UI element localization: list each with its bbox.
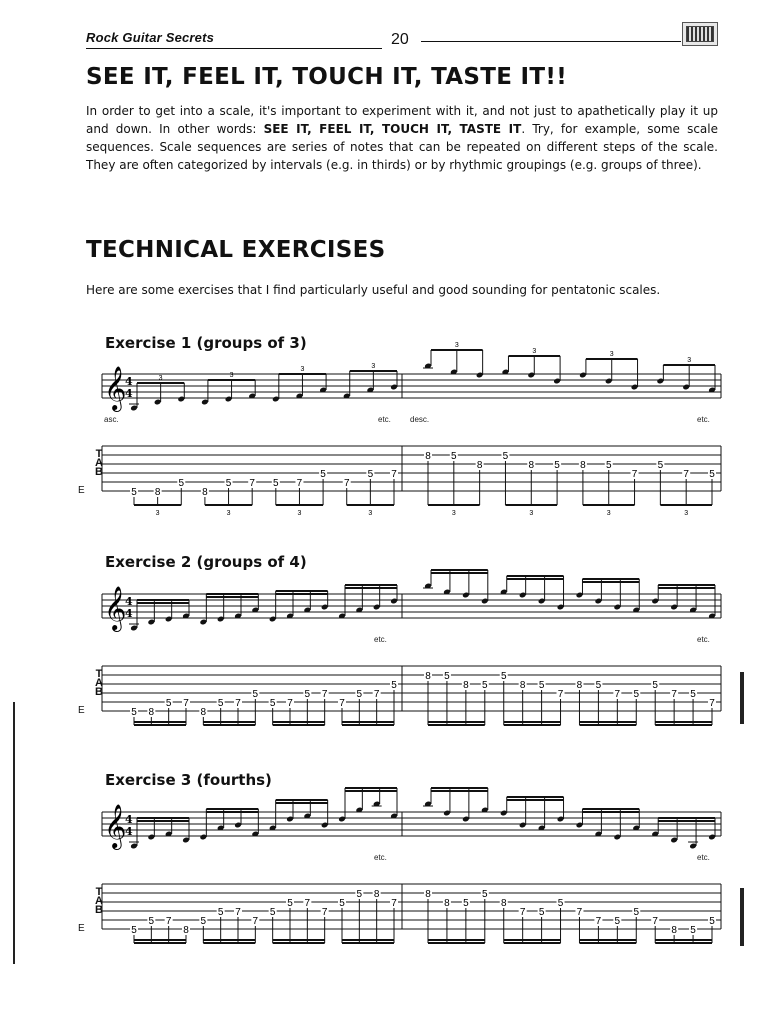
fret-number: 7 — [343, 478, 350, 489]
fret-number: 5 — [217, 907, 224, 918]
treble-clef-icon: 𝄞 — [104, 586, 127, 630]
fret-number: 5 — [148, 916, 155, 927]
fret-number: 5 — [367, 469, 374, 480]
low-e-string-label: E — [78, 485, 85, 496]
fret-number: 5 — [657, 460, 664, 471]
tab-triplet-label: 3 — [297, 510, 302, 517]
treble-clef-icon: 𝄞 — [104, 804, 127, 848]
time-signature-top: 4 — [125, 595, 133, 608]
descending-label: desc. — [410, 415, 430, 424]
fret-number: 5 — [252, 689, 259, 700]
fret-number: 5 — [225, 478, 232, 489]
fret-number: 5 — [217, 698, 224, 709]
tab-clef — [94, 450, 104, 477]
fret-number: 5 — [287, 898, 293, 909]
treble-clef-icon: 𝄞 — [104, 366, 127, 410]
fret-number: 8 — [528, 460, 535, 471]
fret-number: 5 — [633, 689, 640, 700]
etc-label: etc. — [697, 853, 710, 862]
fret-number: 7 — [519, 907, 526, 918]
fret-number: 8 — [425, 889, 431, 900]
fret-number: 5 — [557, 898, 564, 909]
section-heading-technical-exercises: TECHNICAL EXERCISES — [86, 237, 386, 263]
staff-triplet-label: 3 — [300, 366, 305, 373]
time-signature-top: 4 — [125, 375, 133, 388]
notation-svg — [76, 796, 726, 966]
page-header — [86, 30, 716, 52]
fret-number: 5 — [614, 916, 621, 927]
fret-number: 5 — [304, 689, 311, 700]
fret-number: 5 — [131, 707, 137, 718]
low-e-string-label: E — [78, 923, 85, 934]
staff-triplet-label: 3 — [687, 357, 692, 364]
fret-number: 7 — [652, 916, 658, 927]
low-e-string-label: E — [78, 705, 85, 716]
publisher-logo-mark — [686, 26, 714, 42]
fret-number: 5 — [633, 907, 640, 918]
tab-triplet-label: 3 — [529, 510, 534, 517]
tab-letter-b: B — [95, 904, 103, 916]
fret-number: 5 — [178, 478, 185, 489]
fret-number: 7 — [671, 689, 677, 700]
fret-number: 8 — [500, 898, 507, 909]
time-signature-bottom: 4 — [125, 387, 133, 400]
margin-mark — [740, 888, 744, 946]
fret-number: 5 — [709, 469, 715, 480]
staff-triplet-label: 3 — [532, 348, 537, 355]
publisher-logo — [682, 22, 718, 46]
fret-number: 5 — [339, 898, 345, 909]
fret-number: 5 — [709, 916, 715, 927]
fret-number: 5 — [269, 698, 276, 709]
fret-number: 5 — [690, 689, 696, 700]
fret-number: 5 — [356, 689, 363, 700]
fret-number: 7 — [595, 916, 602, 927]
book-title: Rock Guitar Secrets — [86, 30, 215, 45]
fret-number: 8 — [154, 487, 161, 498]
tab-triplet-label: 3 — [451, 510, 456, 517]
fret-number: 5 — [463, 898, 469, 909]
etc-label: etc. — [378, 415, 391, 424]
staff-triplet-label: 3 — [371, 363, 376, 370]
fret-number: 8 — [580, 460, 586, 471]
fret-number: 8 — [202, 487, 208, 498]
fret-number: 5 — [690, 925, 696, 936]
margin-mark — [740, 672, 744, 724]
fret-number: 5 — [131, 487, 137, 498]
fret-number: 7 — [249, 478, 255, 489]
fret-number: 5 — [605, 460, 612, 471]
exercise-2-title: Exercise 2 (groups of 4) — [105, 553, 307, 571]
fret-number: 7 — [709, 698, 715, 709]
section-heading-see-it: SEE IT, FEEL IT, TOUCH IT, TASTE IT!! — [86, 64, 567, 90]
fret-number: 5 — [356, 889, 363, 900]
ascending-label: asc. — [104, 415, 119, 424]
fret-number: 7 — [165, 916, 172, 927]
fret-number: 8 — [463, 680, 469, 691]
time-signature-bottom: 4 — [125, 607, 133, 620]
fret-number: 5 — [502, 451, 509, 462]
fret-number: 7 — [373, 689, 380, 700]
tab-triplet-label: 3 — [368, 510, 373, 517]
intro-paragraph-start: In order to get into a scale, it's important to experiment with it, and not just to apathetically play it up and down. In other words: — [86, 104, 718, 136]
tab-triplet-label: 3 — [606, 510, 611, 517]
fret-number: 8 — [373, 889, 380, 900]
tab-letter-a: A — [95, 677, 103, 689]
fret-number: 7 — [614, 689, 621, 700]
fret-number: 7 — [576, 907, 583, 918]
fret-number: 5 — [538, 907, 545, 918]
tab-letter-a: A — [95, 457, 103, 469]
fret-number: 8 — [444, 898, 450, 909]
fret-number: 5 — [131, 925, 137, 936]
fret-number: 7 — [235, 907, 241, 918]
fret-number: 5 — [444, 671, 450, 682]
tab-triplet-label: 3 — [684, 510, 689, 517]
fret-number: 7 — [391, 469, 397, 480]
fret-number: 7 — [304, 898, 311, 909]
page-number: 20 — [391, 31, 409, 48]
exercise-3-score — [76, 796, 726, 966]
exercise-2-score — [76, 578, 726, 748]
tab-letter-b: B — [95, 686, 103, 698]
etc-label: etc. — [374, 853, 387, 862]
header-rule-right — [421, 41, 681, 42]
fret-number: 5 — [200, 916, 207, 927]
fret-number: 5 — [269, 907, 276, 918]
fret-number: 5 — [538, 680, 545, 691]
intro-paragraph-end: . Try, for example, some scale sequences. Scale sequences are series of notes that can be repeated on different steps of the scale. They are often categorized by intervals (e.g. in thirds) or by rhythmic groupings (e.g. groups of three). — [86, 122, 718, 172]
notation-svg — [76, 578, 726, 748]
tab-letter-t: T — [95, 448, 103, 460]
fret-number: 8 — [425, 451, 431, 462]
tab-letter-t: T — [95, 886, 103, 898]
fret-number: 5 — [482, 889, 488, 900]
staff-triplet-label: 3 — [609, 351, 614, 358]
exercise-1-title: Exercise 1 (groups of 3) — [105, 334, 307, 352]
etc-label: etc. — [697, 635, 710, 644]
fret-number: 8 — [183, 925, 189, 936]
etc-label: etc. — [374, 635, 387, 644]
fret-number: 5 — [320, 469, 326, 480]
fret-number: 8 — [519, 680, 526, 691]
time-signature-bottom: 4 — [125, 825, 133, 838]
fret-number: 7 — [235, 698, 241, 709]
tab-clef — [94, 670, 104, 697]
fret-number: 7 — [252, 916, 259, 927]
fret-number: 8 — [576, 680, 583, 691]
fret-number: 5 — [500, 671, 507, 682]
exercises-intro-text: Here are some exercises that I find particularly useful and good sounding for pentatonic scales. — [86, 283, 661, 297]
fret-number: 5 — [165, 698, 172, 709]
fret-number: 8 — [148, 707, 155, 718]
fret-number: 5 — [391, 680, 397, 691]
fret-number: 8 — [671, 925, 677, 936]
fret-number: 7 — [631, 469, 638, 480]
tab-letter-b: B — [95, 466, 103, 478]
fret-number: 7 — [683, 469, 689, 480]
fret-number: 7 — [339, 698, 345, 709]
fret-number: 5 — [273, 478, 279, 489]
intro-paragraph — [86, 102, 718, 174]
fret-number: 7 — [391, 898, 397, 909]
fret-number: 7 — [287, 698, 293, 709]
fret-number: 5 — [595, 680, 602, 691]
fret-number: 5 — [554, 460, 560, 471]
fret-number: 7 — [321, 907, 328, 918]
fret-number: 5 — [652, 680, 658, 691]
fret-number: 7 — [183, 698, 189, 709]
staff-triplet-label: 3 — [158, 375, 163, 382]
tab-triplet-label: 3 — [226, 510, 231, 517]
tab-clef — [94, 888, 104, 915]
exercise-3-title: Exercise 3 (fourths) — [105, 771, 272, 789]
tab-letter-a: A — [95, 895, 103, 907]
fret-number: 8 — [425, 671, 431, 682]
staff-triplet-label: 3 — [454, 342, 459, 349]
staff-triplet-label: 3 — [229, 372, 234, 379]
fret-number: 7 — [557, 689, 564, 700]
fret-number: 7 — [296, 478, 303, 489]
intro-paragraph-emphasis: SEE IT, FEEL IT, TOUCH IT, TASTE IT — [263, 122, 522, 136]
header-rule — [86, 48, 382, 49]
tab-letter-t: T — [95, 668, 103, 680]
tab-triplet-label: 3 — [155, 510, 160, 517]
etc-label: etc. — [697, 415, 710, 424]
time-signature-top: 4 — [125, 813, 133, 826]
fret-number: 7 — [321, 689, 328, 700]
fret-number: 8 — [476, 460, 483, 471]
fret-number: 5 — [482, 680, 488, 691]
fret-number: 8 — [200, 707, 207, 718]
binding-edge-mark — [13, 702, 15, 964]
fret-number: 5 — [451, 451, 457, 462]
